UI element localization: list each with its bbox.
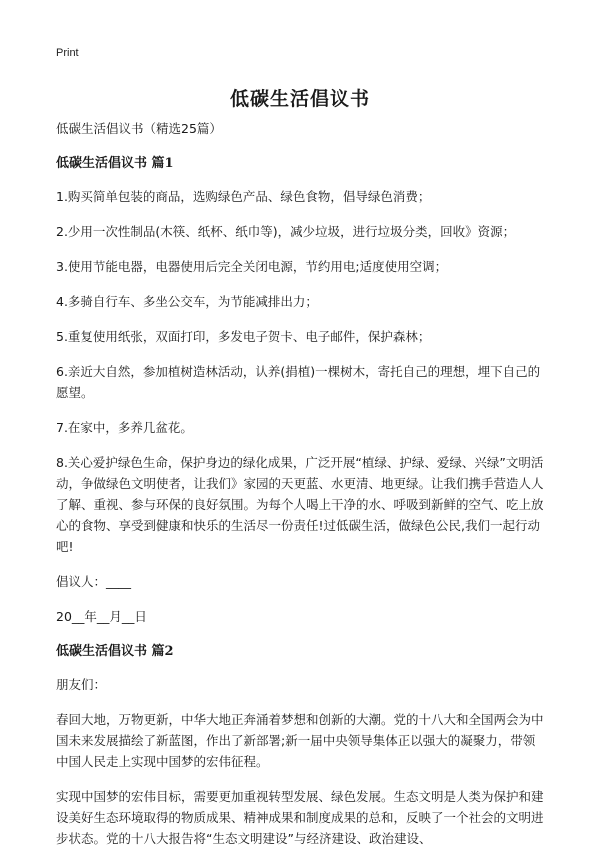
list-item: 5.重复使用纸张，双面打印，多发电子贺卡、电子邮件，保护森林； bbox=[56, 329, 431, 344]
print-link[interactable]: Print bbox=[56, 47, 79, 59]
section-heading: 低碳生活倡议书 篇2 bbox=[56, 644, 174, 659]
section-heading: 低碳生活倡议书 篇1 bbox=[56, 156, 174, 171]
list-item: 4.多骑自行车、多坐公交车，为节能减排出力； bbox=[56, 294, 318, 309]
list-item: 1.购买简单包装的商品，选购绿色产品、绿色食物，倡导绿色消费； bbox=[56, 189, 431, 204]
date-line: 20__年__月__日 bbox=[56, 609, 147, 624]
list-item: 7.在家中，多养几盆花。 bbox=[56, 420, 193, 435]
document-subtitle: 低碳生活倡议书（精选25篇） bbox=[56, 121, 222, 136]
signer-line: 倡议人：____ bbox=[56, 574, 132, 589]
list-item: 8.关心爱护绿色生命，保护身边的绿化成果，广泛开展“植绿、护绿、爱绿、兴绿”文明活动，争做绿色文明使者，让我们》家园的天更蓝、水更清、地更绿。让我们携手营造人人了解、重视、参与环保的良好氛围。为每个人喝上干净的水、呼吸到新鲜的空气、吃上放心的食物、享受到健康和快乐的生活尽一份责任!过低碳生活，做绿色公民,我们一起行动吧! bbox=[56, 455, 544, 554]
list-item: 2.少用一次性制品(木筷、纸杯、纸巾等)，减少垃圾，进行垃圾分类，回收》资源； bbox=[56, 224, 516, 239]
greeting: 朋友们： bbox=[56, 677, 107, 692]
document-title: 低碳生活倡议书 bbox=[229, 88, 370, 110]
list-item: 3.使用节能电器，电器使用后完全关闭电源，节约用电;适度使用空调； bbox=[56, 259, 448, 274]
list-item: 6.亲近大自然，参加植树造林活动，认养(捐植)一棵树木，寄托自己的理想，埋下自己的愿望。 bbox=[56, 364, 541, 400]
paragraph: 春回大地，万物更新，中华大地正奔涌着梦想和创新的大潮。党的十八大和全国两会为中国未来发展描绘了新蓝图，作出了新部署;新一届中央领导集体正以强大的凝聚力，带领中国人民走上实现中国梦的宏伟征程。 bbox=[56, 712, 544, 769]
paragraph: 实现中国梦的宏伟目标，需要更加重视转型发展、绿色发展。生态文明是人类为保护和建设美好生态环境取得的物质成果、精神成果和制度成果的总和，反映了一个社会的文明进步状态。党的十八大报告将“生态文明建设”与经济建设、政治建设、 bbox=[56, 789, 544, 846]
document-body bbox=[56, 118, 546, 863]
